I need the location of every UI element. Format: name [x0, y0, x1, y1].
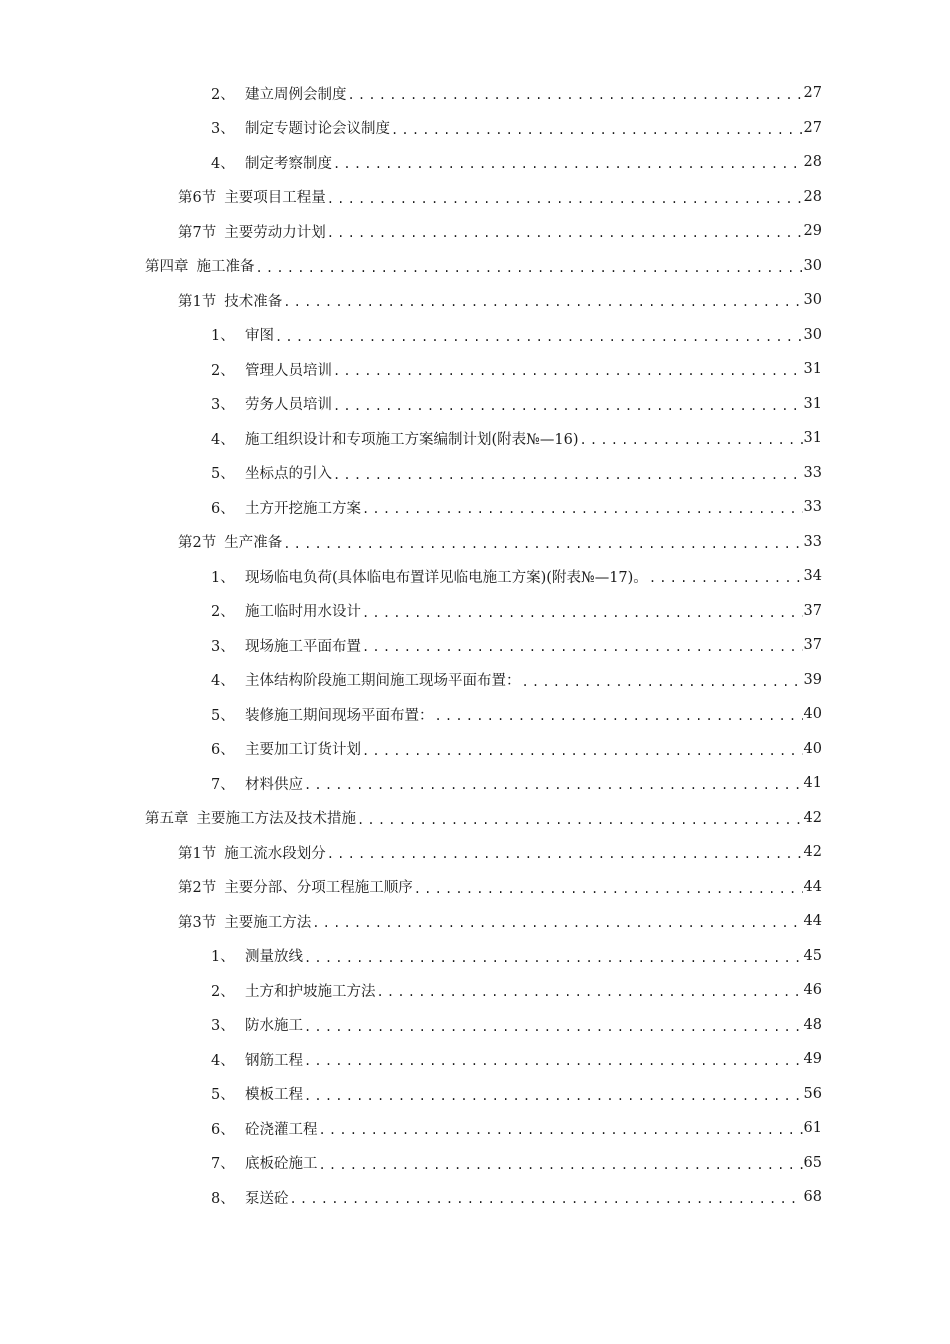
toc-entry-number: 4、 [211, 673, 235, 690]
toc-entry-title: 测量放线 [245, 949, 303, 966]
toc-entry-number: 3、 [211, 638, 235, 655]
toc-entry[interactable] [0, 214, 950, 249]
dot-leader [362, 744, 803, 758]
toc-entry-number: 5、 [211, 707, 235, 724]
toc-entry-title: 主要劳动力计划 [224, 224, 326, 241]
toc-entry[interactable] [0, 1146, 950, 1181]
toc-entry-title: 主要项目工程量 [224, 190, 326, 207]
dot-leader [283, 537, 802, 551]
toc-entry-number: 4、 [211, 155, 235, 172]
toc-entry-page-number: 33 [803, 464, 822, 481]
toc-entry[interactable] [0, 387, 950, 422]
toc-entry-page-number: 41 [803, 775, 822, 792]
toc-entry[interactable] [0, 1008, 950, 1043]
toc-entry[interactable] [0, 525, 950, 560]
toc-entry-line [211, 393, 950, 414]
toc-entry-line [178, 221, 950, 242]
toc-entry[interactable] [0, 559, 950, 594]
toc-entry-title: 施工组织设计和专项施工方案编制计划(附表№—16) [245, 431, 579, 448]
dot-leader [333, 157, 803, 171]
toc-entry[interactable] [0, 352, 950, 387]
toc-entry-page-number: 46 [803, 982, 822, 999]
dot-leader [435, 709, 803, 723]
toc-entry-line [178, 876, 950, 897]
toc-entry-title: 制定考察制度 [245, 155, 332, 172]
toc-entry-line [211, 1049, 950, 1070]
dot-leader [319, 1123, 803, 1137]
toc-entry-line [211, 1152, 950, 1173]
toc-entry-title: 制定专题讨论会议制度 [245, 121, 390, 138]
toc-entry-title: 主要加工订货计划 [245, 742, 361, 759]
toc-entry-number: 6、 [211, 742, 235, 759]
toc-entry[interactable] [0, 283, 950, 318]
toc-entry-page-number: 44 [803, 878, 822, 895]
toc-entry[interactable] [0, 180, 950, 215]
toc-entry-line [211, 773, 950, 794]
dot-leader [312, 916, 802, 930]
toc-entry-number: 3、 [211, 397, 235, 414]
toc-entry-number: 2、 [211, 86, 235, 103]
toc-entry-page-number: 45 [803, 947, 822, 964]
toc-entry-title: 模板工程 [245, 1087, 303, 1104]
toc-entry-line [211, 324, 950, 345]
table-of-contents [0, 76, 950, 1215]
toc-entry-page-number: 29 [803, 223, 822, 240]
dot-leader [391, 123, 803, 137]
toc-entry-page-number: 48 [803, 1016, 822, 1033]
toc-entry[interactable] [0, 145, 950, 180]
dot-leader [362, 502, 803, 516]
toc-entry-page-number: 28 [803, 154, 822, 171]
toc-entry-line [211, 566, 950, 587]
toc-entry-page-number: 31 [803, 430, 822, 447]
toc-entry-title: 坐标点的引入 [245, 466, 332, 483]
toc-entry-number: 1、 [211, 569, 235, 586]
toc-entry[interactable] [0, 1180, 950, 1215]
toc-entry[interactable] [0, 1077, 950, 1112]
toc-entry-page-number: 30 [803, 292, 822, 309]
toc-entry-number: 5、 [211, 1087, 235, 1104]
toc-entry-title: 钢筋工程 [245, 1052, 303, 1069]
toc-entry-title: 土方开挖施工方案 [245, 500, 361, 517]
toc-entry-title: 施工流水段划分 [224, 845, 326, 862]
toc-entry-title: 主要施工方法及技术措施 [196, 811, 356, 828]
toc-entry-number: 7、 [211, 776, 235, 793]
toc-entry-line [211, 117, 950, 138]
dot-leader [522, 675, 803, 689]
toc-entry[interactable] [0, 870, 950, 905]
toc-entry-page-number: 34 [803, 568, 822, 585]
dot-leader [362, 640, 803, 654]
toc-entry-line [178, 842, 950, 863]
toc-entry-number: 2、 [211, 362, 235, 379]
toc-entry-number: 4、 [211, 1052, 235, 1069]
toc-entry-line [211, 600, 950, 621]
toc-entry-title: 现场施工平面布置 [245, 638, 361, 655]
toc-entry-page-number: 42 [803, 844, 822, 861]
toc-entry-number: 6、 [211, 500, 235, 517]
toc-entry-page-number: 33 [803, 533, 822, 550]
toc-entry-page-number: 27 [803, 119, 822, 136]
dot-leader [327, 226, 803, 240]
toc-entry-title: 土方和护坡施工方法 [245, 983, 376, 1000]
toc-entry-line [211, 1187, 950, 1208]
toc-entry[interactable] [0, 732, 950, 767]
toc-entry-page-number: 56 [803, 1085, 822, 1102]
toc-entry-number: 5、 [211, 466, 235, 483]
toc-entry-number: 第1节 [178, 845, 217, 862]
toc-entry[interactable] [0, 663, 950, 698]
dot-leader [414, 882, 803, 896]
toc-entry-number: 第四章 [145, 259, 189, 276]
toc-entry-title: 泵送砼 [245, 1190, 289, 1207]
toc-entry-number: 2、 [211, 983, 235, 1000]
toc-entry-title: 主体结构阶段施工期间施工现场平面布置： [245, 673, 521, 690]
toc-entry[interactable] [0, 594, 950, 629]
toc-entry-title: 砼浇灌工程 [245, 1121, 318, 1138]
toc-entry-line [145, 255, 950, 276]
dot-leader [290, 1192, 803, 1206]
toc-entry-line [178, 531, 950, 552]
toc-entry[interactable] [0, 835, 950, 870]
toc-entry-title: 施工准备 [196, 259, 255, 276]
toc-entry-number: 第6节 [178, 190, 217, 207]
toc-entry-page-number: 30 [803, 257, 822, 274]
toc-entry-title: 防水施工 [245, 1018, 303, 1035]
toc-entry[interactable] [0, 1042, 950, 1077]
toc-entry-line [178, 186, 950, 207]
dot-leader [579, 433, 802, 447]
dot-leader [304, 1054, 803, 1068]
dot-leader [304, 1020, 803, 1034]
toc-entry-title: 施工临时用水设计 [245, 604, 361, 621]
toc-entry-line [211, 635, 950, 656]
toc-entry[interactable] [0, 973, 950, 1008]
toc-entry-page-number: 40 [803, 706, 822, 723]
toc-entry-page-number: 37 [803, 637, 822, 654]
toc-entry[interactable] [0, 939, 950, 974]
toc-entry-line [178, 290, 950, 311]
dot-leader [327, 847, 803, 861]
toc-entry-title: 技术准备 [224, 293, 283, 310]
toc-entry-line [211, 152, 950, 173]
toc-entry-page-number: 39 [803, 671, 822, 688]
toc-entry-page-number: 40 [803, 740, 822, 757]
dot-leader [275, 330, 803, 344]
toc-entry-line [211, 462, 950, 483]
toc-entry-title: 现场临电负荷(具体临电布置详见临电施工方案)(附表№—17)。 [245, 569, 648, 586]
toc-entry-page-number: 33 [803, 499, 822, 516]
toc-entry-line [211, 945, 950, 966]
toc-entry-line [211, 1118, 950, 1139]
dot-leader [333, 468, 803, 482]
toc-entry-line [211, 428, 950, 449]
toc-entry-line [211, 738, 950, 759]
toc-entry-title: 主要分部、分项工程施工顺序 [224, 880, 413, 897]
toc-entry-page-number: 31 [803, 361, 822, 378]
dot-leader [256, 261, 803, 275]
toc-entry-page-number: 44 [803, 913, 822, 930]
toc-entry[interactable] [0, 456, 950, 491]
toc-entry-number: 3、 [211, 121, 235, 138]
dot-leader [304, 951, 803, 965]
toc-entry-page-number: 42 [803, 809, 822, 826]
toc-entry[interactable] [0, 904, 950, 939]
toc-entry-number: 1、 [211, 328, 235, 345]
toc-entry-line [211, 1083, 950, 1104]
toc-entry-title: 主要施工方法 [224, 914, 312, 931]
toc-entry-title: 装修施工期间现场平面布置： [245, 707, 434, 724]
toc-entry[interactable] [0, 697, 950, 732]
toc-entry-line [211, 497, 950, 518]
toc-entry-title: 建立周例会制度 [245, 86, 347, 103]
toc-entry[interactable] [0, 111, 950, 146]
toc-entry-number: 第2节 [178, 535, 217, 552]
toc-entry-page-number: 28 [803, 188, 822, 205]
toc-entry-title: 底板砼施工 [245, 1156, 318, 1173]
toc-entry[interactable] [0, 318, 950, 353]
toc-entry[interactable] [0, 421, 950, 456]
toc-entry-number: 2、 [211, 604, 235, 621]
toc-entry-title: 劳务人员培训 [245, 397, 332, 414]
toc-entry[interactable] [0, 766, 950, 801]
toc-entry-number: 第7节 [178, 224, 217, 241]
toc-entry-line [178, 911, 950, 932]
toc-entry[interactable] [0, 249, 950, 284]
toc-entry-line [211, 980, 950, 1001]
dot-leader [333, 399, 803, 413]
toc-entry-line [211, 1014, 950, 1035]
toc-entry-number: 8、 [211, 1190, 235, 1207]
toc-entry[interactable] [0, 801, 950, 836]
toc-entry-page-number: 27 [803, 85, 822, 102]
toc-entry-page-number: 31 [803, 395, 822, 412]
toc-entry-number: 1、 [211, 949, 235, 966]
dot-leader [649, 571, 803, 585]
toc-entry-title: 生产准备 [224, 535, 283, 552]
dot-leader [327, 192, 803, 206]
toc-entry-number: 6、 [211, 1121, 235, 1138]
toc-entry-page-number: 30 [803, 326, 822, 343]
toc-entry-title: 管理人员培训 [245, 362, 332, 379]
toc-entry[interactable] [0, 1111, 950, 1146]
toc-entry-page-number: 68 [803, 1189, 822, 1206]
toc-entry[interactable] [0, 490, 950, 525]
toc-entry-line [211, 359, 950, 380]
dot-leader [283, 295, 802, 309]
dot-leader [304, 1089, 803, 1103]
toc-entry-line [211, 669, 950, 690]
dot-leader [357, 813, 803, 827]
toc-entry-title: 审图 [245, 328, 274, 345]
toc-entry-page-number: 61 [803, 1120, 822, 1137]
toc-entry-line [145, 807, 950, 828]
toc-entry-number: 第3节 [178, 914, 217, 931]
toc-entry[interactable] [0, 76, 950, 111]
toc-entry-number: 4、 [211, 431, 235, 448]
toc-entry-line [211, 704, 950, 725]
toc-entry-page-number: 37 [803, 602, 822, 619]
toc-entry-number: 3、 [211, 1018, 235, 1035]
toc-entry-page-number: 65 [803, 1154, 822, 1171]
toc-entry-number: 7、 [211, 1156, 235, 1173]
toc-entry[interactable] [0, 628, 950, 663]
toc-entry-number: 第2节 [178, 880, 217, 897]
dot-leader [319, 1158, 803, 1172]
dot-leader [362, 606, 803, 620]
dot-leader [377, 985, 803, 999]
dot-leader [333, 364, 803, 378]
toc-entry-line [211, 83, 950, 104]
toc-entry-number: 第五章 [145, 811, 189, 828]
toc-entry-title: 材料供应 [245, 776, 303, 793]
toc-entry-number: 第1节 [178, 293, 217, 310]
dot-leader [304, 778, 803, 792]
dot-leader [348, 88, 803, 102]
toc-entry-page-number: 49 [803, 1051, 822, 1068]
